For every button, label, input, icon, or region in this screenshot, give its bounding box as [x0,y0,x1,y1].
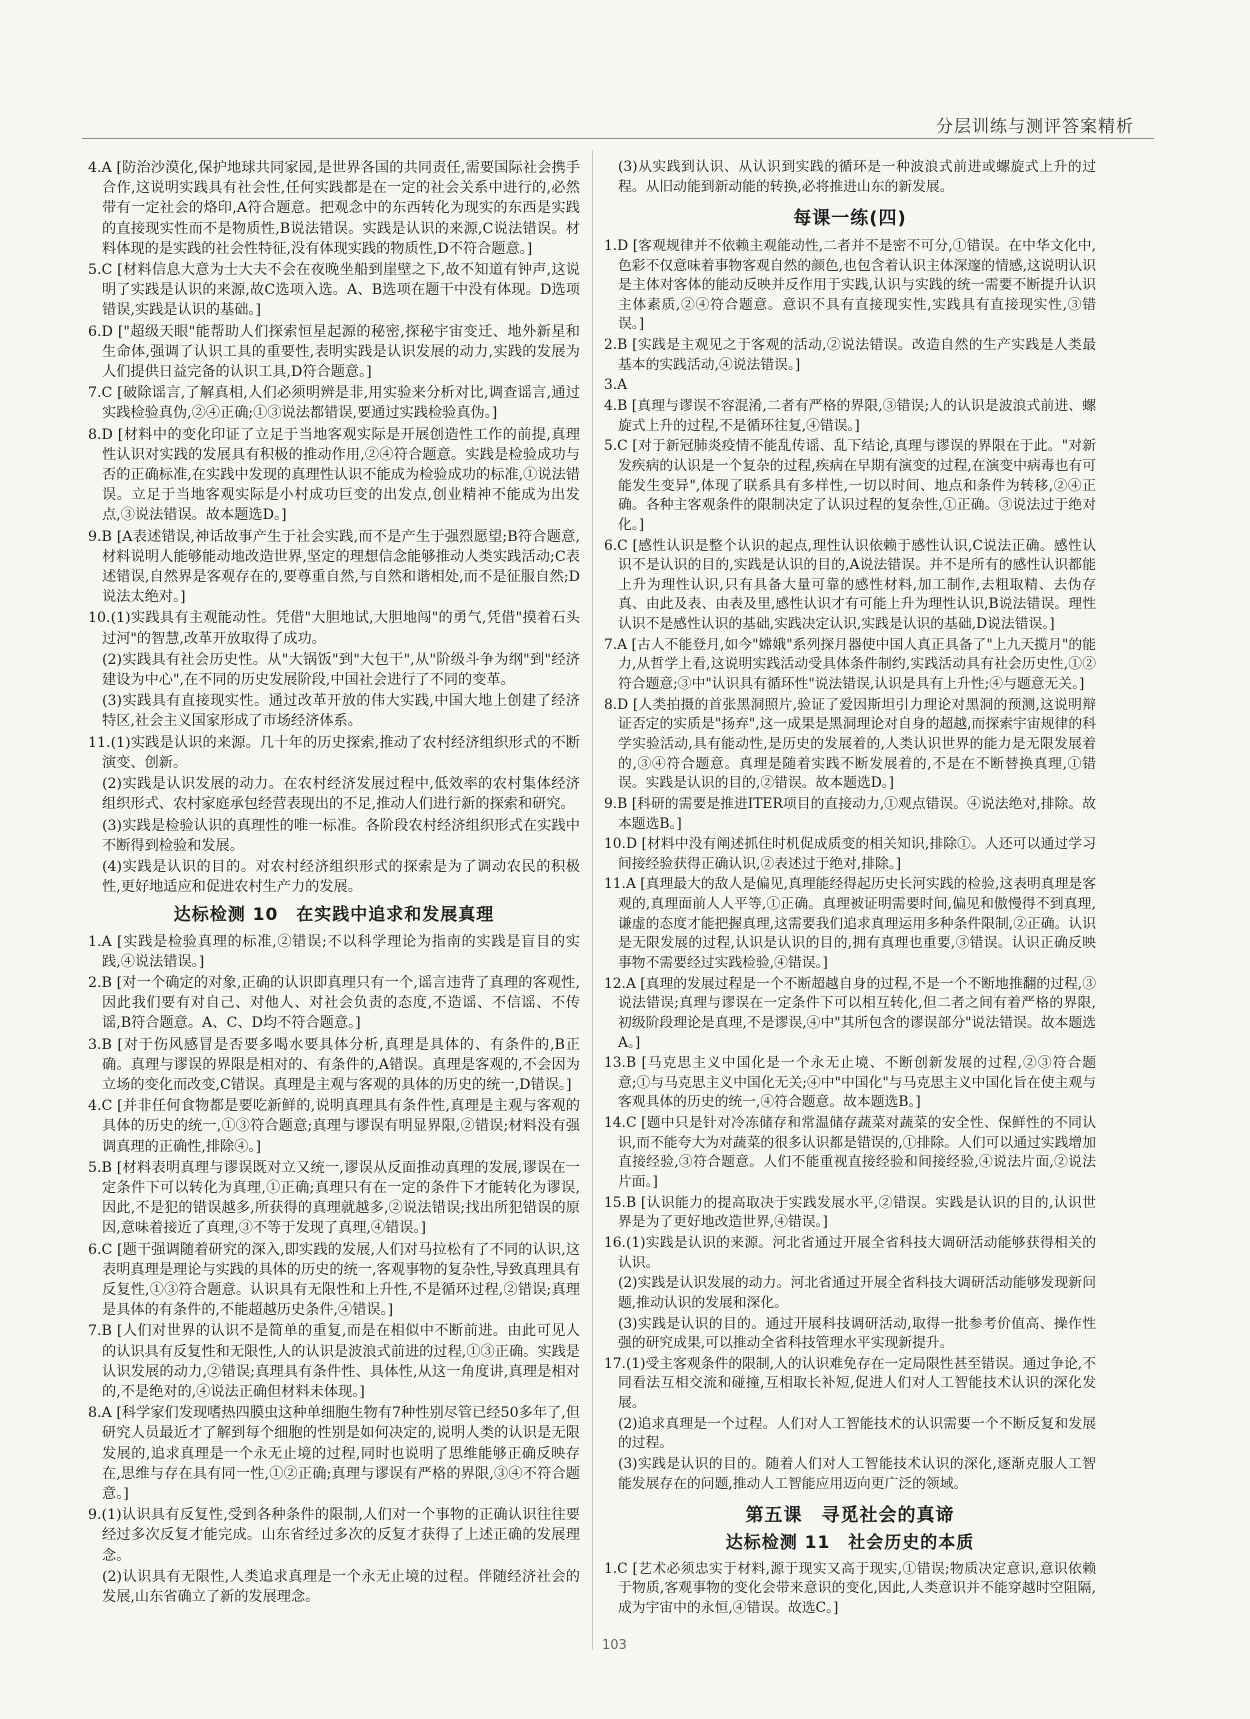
answer-item: 3.A [604,377,628,394]
answer-item: 2.B [对一个确定的对象,正确的认识即真理只有一个,谣言违背了真理的客观性,因此我们要有对自己、对他人、对社会负责的态度,不造谣、不信谣、不传谣,B符合题意。A、C、D均不符合题意。] [88,974,580,1032]
right-column [604,158,1096,1619]
section-heading-lesson-practice-4: 每课一练(四) [793,208,907,230]
section-heading-10: 达标检测 10 在实践中追求和发展真理 [173,905,495,926]
header-rule [82,138,1154,139]
answer-item: 7.A [古人不能登月,如今"嫦娥"系列探月器使中国人真正具备了"上九天揽月"的能力,从哲学上看,这说明实践活动受具体条件制约,实践活动具有社会历史性,①②符合题意;③中"认识具有循环性"说法错误,认识是具有上升性;④与题意无关。] [604,636,1096,693]
answer-item: 10.D [材料中没有阐述抓住时机促成质变的相关知识,排除①。人还可以通过学习间接经验获得正确认识,②表述过于绝对,排除。] [604,836,1096,872]
answer-item: 5.C [材料信息大意为士大夫不会在夜晚坐船到崖壁之下,故不知道有钟声,这说明了实践是认识的来源,故C选项入选。A、B选项在题干中没有体现。D选项错误,实践是认识的基础。] [88,262,580,319]
answer-item: 5.C [对于新冠肺炎疫情不能乱传谣、乱下结论,真理与谬误的界限在于此。"对新发疾病的认识是一个复杂的过程,疾病在早期有演变的过程,在演变中病毒也有可能发生变异",体现了联系具有多样性,一切以时间、地点和条件为转移,②④正确。各种主客观条件的限制决定了认识过程的复杂性,①正确。③说法过于绝对化。] [604,438,1096,533]
section-heading-11: 达标检测 11 社会历史的本质 [725,1532,975,1553]
answer-item: 2.B [实践是主观见之于客观的活动,②说法错误。改造自然的生产实践是人类最基本的实践活动,④说法错误。] [604,337,1096,373]
answer-item: 1.D [客观规律并不依赖主观能动性,二者并不是密不可分,①错误。在中华文化中,色彩不仅意味着事物客观自然的颜色,也包含着认识主体深邃的情感,这说明认识是主体对客体的能动反映并反作用于实践,认识与实践的统一需要不断提升认识主体素质,②④符合题意。意识不具有直接现实性,实践具有直接现实性,③错误。] [604,237,1096,333]
answer-item: 14.C [题中只是针对冷冻储存和常温储存蔬菜对蔬菜的安全性、保鲜性的不同认识,而不能夸大为对蔬菜的很多认识都是错误的,①排除。人们可以通过实践增加直接经验,③符合题意。人们不能重视直接经验和间接经验,④说法片面,②说法片面。] [604,1115,1096,1191]
running-header: 分层训练与测评答案精析 [936,117,1134,137]
answer-subitem: (2)追求真理是一个过程。人们对人工智能技术的认识需要一个不断反复和发展的过程。 [618,1415,1096,1452]
answer-item: 17.(1)受主客观条件的限制,人的认识难免存在一定局限性甚至错误。通过争论,不同看法互相交流和碰撞,互相取长补短,促进人们对人工智能技术认识的深化发展。 [604,1355,1096,1412]
answer-subitem: (3)实践是认识的目的。随着人们对人工智能技术认识的深化,逐渐克服人工智能发展存在的问题,推动人工智能应用迈向更广泛的领域。 [618,1456,1096,1492]
right-lead-list [604,158,1096,197]
answer-subitem: (2)实践具有社会历史性。从"大锅饭"到"大包干",从"阶级斗争为纲"到"经济建设为中心",在不同的历史发展阶段,中国社会进行了不同的变革。 [102,651,580,689]
answer-subitem: (3)实践是检验认识的真理性的唯一标准。各阶段农村经济组织形式在实践中不断得到检验和发展。 [102,817,580,854]
answer-item: 16.(1)实践是认识的来源。河北省通过开展全省科技大调研活动能够获得相关的认识。 [604,1234,1096,1271]
answer-item: 8.A [科学家们发现嗜热四膜虫这种单细胞生物有7种性别尽管已经50多年了,但研究人员最近才了解到每个细胞的性别是如何决定的,说明人类的认识是无限发展的,追求真理是一个永无止境的过程,同时也说明了思维能够正确反映存在,思维与存在具有同一性,①②正确;真理与谬误有严格的界限,③④不符合题意。] [88,1405,580,1502]
answer-subitem: (2)实践是认识发展的动力。河北省通过开展全省科技大调研活动能够发现新问题,推动认识的发展和深化。 [618,1275,1096,1311]
answer-subitem: (4)实践是认识的目的。对农村经济组织形式的探索是为了调动农民的积极性,更好地适应和促进农村生产力的发展。 [102,858,580,896]
answer-item: 8.D [人类拍摄的首张黑洞照片,验证了爱因斯坦引力理论对黑洞的预测,这说明辩证否定的实质是"扬弃",这一成果是黑洞理论对自身的超越,而探索宇宙规律的科学实验活动,具有能动性,是历史的发展着的,人类认识世界的能力是无限发展着的,③④符合题意。真理是随着实践不断发展着的,不是在不断替换真理,①错误。实践是认识的目的,②错误。故本题选D。] [604,696,1096,792]
answer-item: 13.B [马克思主义中国化是一个永无止境、不断创新发展的过程,②③符合题意;①与马克思主义中国化无关;④中"中国化"与马克思主义中国化旨在使主观与客观具体的历史的统一,④符合题意。故本题选B。] [604,1055,1096,1111]
answer-item: 4.B [真理与谬误不容混淆,二者有严格的界限,③错误;人的认识是波浪式前进、螺旋式上升的过程,不是循环往复,④错误。] [604,398,1096,434]
answer-item: 7.C [破除谣言,了解真相,人们必须明辨是非,用实验来分析对比,调查谣言,通过实践检验真伪,②④正确;①③说法都错误,要通过实践检验真伪。] [88,385,580,422]
answer-item: 1.A [实践是检验真理的标准,②错误;不以科学理论为指南的实践是盲目的实践,④说法错误。] [88,933,580,970]
left-answer-list [88,158,580,897]
answer-subitem: (3)实践具有直接现实性。通过改革开放的伟大实践,中国大地上创建了经济特区,社会主义国家形成了市场经济体系。 [102,693,580,730]
answer-item: 8.D [材料中的变化印证了立足于当地客观实际是开展创造性工作的前提,真理性认识对实践的发展具有积极的推动作用,②④符合题意。实践是检验成功与否的正确标准,在实践中发现的真理性认识不能成为检验成功的标准,①说法错误。立足于当地客观实际是小村成功巨变的出发点,创业精神不能成为出发点,③说法错误。故本题选D。] [88,426,580,524]
page-number: 103 [602,1638,627,1653]
right-answer-list-2 [604,1560,1096,1619]
answer-subitem: (2)实践是认识发展的动力。在农村经济发展过程中,低效率的农村集体经济组织形式、农村家庭承包经营表现出的不足,推动人们进行新的探索和研究。 [102,776,580,813]
answer-item: 3.B [对于伤风感冒是否要多喝水要具体分析,真理是具体的、有条件的,B正确。真理与谬误的界限是相对的、有条件的,A错误。真理是客观的,不会因为立场的变化而改变,C错误。真理是主观与客观的具体的历史的统一,D错误。] [88,1036,580,1093]
answer-item: 11.(1)实践是认识的来源。几十年的历史探索,推动了农村经济组织形式的不断演变、创新。 [88,734,580,771]
answer-item: 4.C [并非任何食物都是要吃新鲜的,说明真理具有条件性,真理是主观与客观的具体的历史的统一,①③符合题意;真理与谬误有明显界限,②错误;材料没有强调真理的正确性,排除④。] [88,1098,580,1155]
left-answer-list-2 [88,932,580,1608]
answer-item: 6.D ["超级天眼"能帮助人们探索恒星起源的秘密,探秘宇宙变迁、地外新星和生命体,强调了认识工具的重要性,表明实践是认识发展的动力,实践的发展为人们提供日益完备的认识工具,D符合题意。] [88,323,580,381]
answer-item: 7.B [人们对世界的认识不是简单的重复,而是在相似中不断前进。由此可见人的认识具有反复性和无限性,人的认识是波浪式前进的过程,①③正确。实践是认识发展的动力,②错误;真理具有条件性、具体性,从这一角度讲,真理是相对的,不是绝对的,④说法正确但材料未体现。] [88,1323,580,1400]
left-column [88,158,580,1608]
answer-subitem: (2)认识具有无限性,人类追求真理是一个永无止境的过程。伴随经济社会的发展,山东省确立了新的发展理念。 [102,1568,580,1606]
answer-item: 12.A [真理的发展过程是一个不断超越自身的过程,不是一个不断地推翻的过程,③说法错误;真理与谬误在一定条件下可以相互转化,但二者之间有着严格的界限,初级阶段理论是真理,不是谬误,④中"其所包含的谬误部分"说法错误。故本题选A。] [604,975,1096,1051]
column-divider [592,150,593,1650]
answer-item: 9.B [科研的需要是推进ITER项目的直接动力,①观点错误。④说法绝对,排除。故本题选B。] [604,795,1096,832]
answer-subitem: (3)从实践到认识、从认识到实践的循环是一种波浪式前进或螺旋式上升的过程。从旧动能到新动能的转换,必将推进山东的新发展。 [618,159,1096,195]
answer-item: 6.C [题干强调随着研究的深入,即实践的发展,人们对马拉松有了不同的认识,这表明真理是理论与实践的具体的历史的统一,客观事物的复杂性,导致真理具有反复性,①③符合题意。认识具有无限性和上升性,不是循环过程,②错误;真理是具体的有条件的,不能超越历史条件,④错误。] [88,1241,580,1319]
right-answer-list [604,237,1096,1494]
answer-item: 9.(1)认识具有反复性,受到各种条件的限制,人们对一个事物的正确认识往往要经过多次反复才能完成。山东省经过多次的反复才获得了上述正确的发展理念。 [88,1507,580,1564]
answer-item: 1.C [艺术必须忠实于材料,源于现实又高于现实,①错误;物质决定意识,意识依赖于物质,客观事物的变化会带来意识的变化,因此,人类意识并不能穿越时空阻隔,成为宇宙中的永恒,④错误。故选C。] [604,1560,1096,1616]
answer-item: 11.A [真理最大的敌人是偏见,真理能经得起历史长河实践的检验,这表明真理是客观的,真理面前人人平等,①正确。真理被证明需要时间,偏见和傲慢得不到真理,谦虚的态度才能把握真理,这需要我们追求真理运用多种条件限制,②正确。认识是无限发展的过程,认识是认识的目的,拥有真理也重要,③错误。认识正确反映事物不需要经过实践检验,④错误。] [604,876,1096,971]
answer-item: 4.A [防治沙漠化,保护地球共同家园,是世界各国的共同责任,需要国际社会携手合作,这说明实践具有社会性,任何实践都是在一定的社会关系中进行的,必然带有一定社会的烙印,A符合题意。把观念中的东西转化为现实的东西是实践的直接现实性而不是物质性,B说法错误。实践是认识的来源,C说法错误。材料体现的是实践的社会性特征,没有体现实践的物质性,D不符合题意。] [88,160,580,257]
answer-item: 5.B [材料表明真理与谬误既对立又统一,谬误从反面推动真理的发展,谬误在一定条件下可以转化为真理,①正确;真理只有在一定的条件下才能转化为谬误,因此,不是犯的错误越多,所获得的真理就越多,②说法错误;找出所犯错误的原因,意味着接近了真理,③不等于发现了真理,④错误。] [88,1159,580,1237]
chapter-heading-lesson-5: 第五课 寻觅社会的真谛 [745,1505,955,1527]
answer-item: 6.C [感性认识是整个认识的起点,理性认识依赖于感性认识,C说法正确。感性认识不是认识的目的,实践是认识的目的,A说法错误。并不是所有的感性认识都能上升为理性认识,只有具备大量可靠的感性材料,加工制作,去粗取精、去伪存真、由此及表、由表及里,感性认识才有可能上升为理性认识,B说法错误。理性认识不是感性认识的基础,实践决定认识,实践是认识的基础,D说法错误。] [604,537,1096,633]
answer-item: 15.B [认识能力的提高取决于实践发展水平,②错误。实践是认识的目的,认识世界是为了更好地改造世界,④错误。] [604,1194,1096,1231]
answer-item: 9.B [A表述错误,神话故事产生于社会实践,而不是产生于强烈愿望;B符合题意,材料说明人能够能动地改造世界,坚定的理想信念能够推动人类实践活动;C表述错误,自然界是客观存在的,要尊重自然,与自然和谐相处,而不是征服自然;D说法太绝对。] [88,528,580,606]
answer-subitem: (3)实践是认识的目的。通过开展科技调研活动,取得一批参考价值高、操作性强的研究成果,可以推动全省科技管理水平实现新提升。 [618,1315,1096,1352]
answer-item: 10.(1)实践具有主观能动性。凭借"大胆地试,大胆地闯"的勇气,凭借"摸着石头过河"的智慧,改革开放取得了成功。 [88,610,580,647]
